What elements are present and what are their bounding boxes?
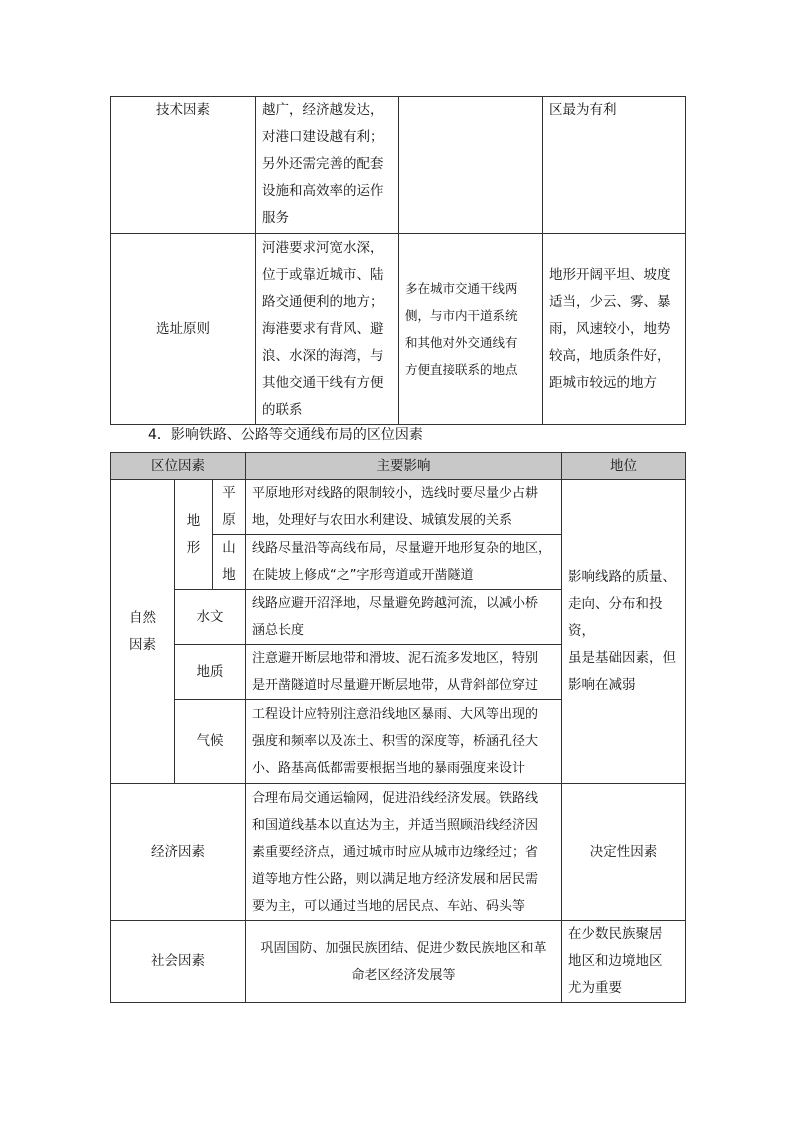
table-row xyxy=(111,921,686,1003)
text-line: 在少数民族聚居 xyxy=(568,926,663,942)
text-line: 是开凿隧道时尽量避开断层地带，从背斜部位穿过 xyxy=(252,678,539,693)
text-line: 平 xyxy=(222,485,236,501)
text-line: 地 xyxy=(186,512,201,529)
climate-impact xyxy=(246,700,562,784)
text-line: 另外还需完善的配套 xyxy=(262,156,384,172)
terrain-label xyxy=(175,480,213,590)
text-line: 地 xyxy=(222,567,236,583)
economic-factor-label: 经济因素 xyxy=(111,784,246,921)
text-line: 巩固国防、加强民族团结、促进少数民族地区和革 xyxy=(260,940,547,956)
text-line: 命老区经济发展等 xyxy=(351,967,456,983)
text-line: 地，处理好与农田水利建设、城镇发展的关系 xyxy=(252,513,513,528)
text-line: 影响线路的质量、 xyxy=(568,569,677,585)
text-line: 山 xyxy=(222,540,236,556)
section-heading: 4．影响铁路、公路等交通线布局的区位因素 xyxy=(148,427,423,443)
geology-label: 地质 xyxy=(175,645,246,700)
plain-label xyxy=(213,480,246,535)
text-line: 多在城市交通干线两 xyxy=(405,281,518,296)
geology-impact xyxy=(246,645,562,700)
text-line: 走向、分布和投资， xyxy=(568,596,663,639)
text-line: 距城市较远的地方 xyxy=(549,374,657,391)
text-line: 地形开阔平坦、坡度 xyxy=(549,266,671,283)
text-line: 因素 xyxy=(129,636,156,653)
text-line: 素重要经济点，通过城市时应从城市边缘经过；省 xyxy=(252,844,539,860)
text-line: 虽是基础因素，但 xyxy=(568,650,677,666)
text-line: 雨，风速较小，地势 xyxy=(549,320,671,337)
text-line: 路交通便利的地方； xyxy=(262,293,384,310)
site-station-text xyxy=(399,234,543,425)
text-line: 方便直接联系的地点 xyxy=(405,362,518,377)
table-row xyxy=(111,97,686,234)
text-line: 设施和高效率的运作 xyxy=(262,183,384,199)
text-line: 越广，经济越发达， xyxy=(262,102,384,118)
text-line: 道等地方性公路，则以满足地方经济发展和居民需 xyxy=(252,871,539,887)
social-impact xyxy=(246,921,562,1003)
economic-impact xyxy=(246,784,562,921)
text-line: 海港要求有背风、避 xyxy=(262,320,384,337)
text-line: 原 xyxy=(222,512,236,528)
text-line: 线路应避开沼泽地，尽量避免跨越河流，以减小桥 xyxy=(252,596,539,611)
table-row xyxy=(111,480,686,535)
header-factor: 区位因素 xyxy=(111,453,246,480)
text-line: 尤为重要 xyxy=(568,980,623,996)
text-line: 对港口建设越有利； xyxy=(262,129,384,145)
site-airport-text xyxy=(543,234,686,425)
climate-label: 气候 xyxy=(175,700,246,784)
technology-port-text xyxy=(256,97,399,234)
text-line: 合理布局交通运输网，促进沿线经济发展。铁路线 xyxy=(252,790,539,806)
social-factor-label: 社会因素 xyxy=(111,921,246,1003)
text-line: 在陡坡上修成“之”字形弯道或开凿隧道 xyxy=(252,568,474,583)
text-line: 影响在减弱 xyxy=(568,677,636,693)
table-row xyxy=(111,784,686,921)
hydrology-impact xyxy=(246,590,562,645)
table-row xyxy=(111,234,686,425)
row-label-technology: 技术因素 xyxy=(111,97,256,234)
technology-airport-text: 区最为有利 xyxy=(543,97,686,234)
social-status xyxy=(562,921,686,1003)
text-line: 小、路基高低都需要根据当地的暴雨强度来设计 xyxy=(252,761,526,776)
text-line: 适当，少云、雾、暴 xyxy=(549,293,671,310)
text-line: 要为主，可以通过当地的居民点、车站、码头等 xyxy=(252,898,526,914)
text-line: 服务 xyxy=(262,210,289,226)
header-impact: 主要影响 xyxy=(246,453,562,480)
hydrology-label: 水文 xyxy=(175,590,246,645)
text-line: 地区和边境地区 xyxy=(568,953,663,969)
header-status: 地位 xyxy=(562,453,686,480)
row-label-site-principle: 选址原则 xyxy=(111,234,256,425)
text-line: 侧，与市内干道系统 xyxy=(405,308,518,323)
port-location-table xyxy=(110,96,686,425)
site-port-text xyxy=(256,234,399,425)
text-line: 河港要求河宽水深， xyxy=(262,239,384,256)
text-line: 形 xyxy=(186,539,201,556)
economic-status: 决定性因素 xyxy=(562,784,686,921)
text-line: 位于或靠近城市、陆 xyxy=(262,266,384,283)
text-line: 的联系 xyxy=(262,401,303,418)
natural-status xyxy=(562,480,686,784)
text-line: 自然 xyxy=(129,609,156,626)
text-line: 线路尽量沿等高线布局，尽量避开地形复杂的地区， xyxy=(252,541,552,556)
text-line: 平原地形对线路的限制较小，选线时要尽量少占耕 xyxy=(252,486,539,501)
text-line: 注意避开断层地带和滑坡、泥石流多发地区，特别 xyxy=(252,651,539,666)
mountain-impact xyxy=(246,535,562,590)
text-line: 工程设计应特别注意沿线地区暴雨、大风等出现的 xyxy=(252,707,539,722)
text-line: 浪、水深的海湾，与 xyxy=(262,347,384,364)
mountain-label xyxy=(213,535,246,590)
text-line: 和国道线基本以直达为主，并适当照顾沿线经济因 xyxy=(252,817,539,833)
transport-line-factors-table xyxy=(110,452,686,1003)
text-line: 其他交通干线有方便 xyxy=(262,374,384,391)
text-line: 涵总长度 xyxy=(252,623,305,638)
text-line: 强度和频率以及冻土、积雪的深度等，桥涵孔径大 xyxy=(252,734,539,749)
table-header-row xyxy=(111,453,686,480)
text-line: 较高，地质条件好， xyxy=(549,347,671,364)
natural-factor-label xyxy=(111,480,175,784)
text-line: 和其他对外交通线有 xyxy=(405,335,518,350)
plain-impact xyxy=(246,480,562,535)
technology-station-text xyxy=(399,97,543,234)
